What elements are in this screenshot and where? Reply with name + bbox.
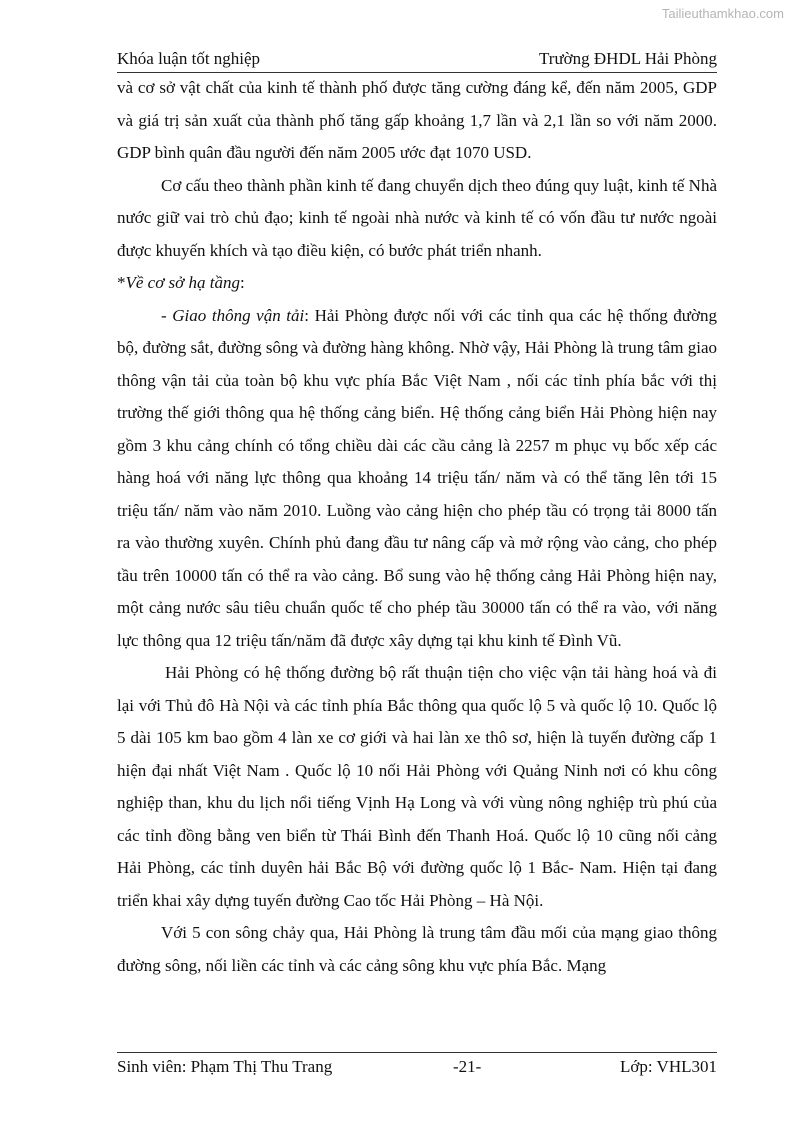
paragraph-3 bbox=[117, 300, 717, 658]
paragraph-3-prefix: - bbox=[161, 305, 173, 325]
footer-page-number: -21- bbox=[453, 1057, 482, 1076]
paragraph-2: Cơ cấu theo thành phần kinh tế đang chuyển dịch theo đúng quy luật, kinh tế Nhà nước giữ vai trò chủ đạo; kinh tế ngoài nhà nước và kinh tế có vốn đầu tư nước ngoài được khuyến khích và tạo điều kiện, có bước phát triển nhanh. bbox=[117, 175, 717, 260]
section-suffix: : bbox=[239, 273, 245, 292]
section-title: Về cơ sở hạ tầng bbox=[125, 273, 240, 292]
paragraph-3-body: : Hải Phòng được nối với các tỉnh qua các hệ thống đường bộ, đường sắt, đường sông và đường hàng không. Nhờ vậy, Hải Phòng là trung tâm giao thông vận tải của toàn bộ khu vực phía Bắc Việt Nam , nối các tỉnh phía bắc với thị trường thế giới thông qua hệ thống cảng biển. Hệ thống cảng biển Hải Phòng hiện nay gồm 3 khu cảng chính có tổng chiều dài các cầu cảng là 2257 m phục vụ bốc xếp các hàng hoá với năng lực thông qua khoảng 14 triệu tấn/ năm và có thể tăng lên tới 15 triệu tấn/ năm vào năm 2010. Luồng vào cảng hiện cho phép tầu có trọng tải 8000 tấn ra vào thường xuyên. Chính phủ đang đầu tư nâng cấp và mở rộng vào cảng, cho phép tầu trên 10000 tấn có thể ra vào cảng. Bổ sung vào hệ thống cảng Hải Phòng hiện nay, một cảng nước sâu tiêu chuẩn quốc tế cho phép tầu 30000 tấn có thể ra vào, với năng lực thông qua 12 triệu tấn/năm đã được xây dựng tại khu kinh tế Đình Vũ. bbox=[117, 305, 717, 650]
footer-class: Lớp: VHL301 bbox=[620, 1057, 717, 1076]
page-header bbox=[117, 48, 717, 73]
paragraph-4: Hải Phòng có hệ thống đường bộ rất thuận tiện cho việc vận tải hàng hoá và đi lại với Thủ đô Hà Nội và các tỉnh phía Bắc thông qua quốc lộ 5 và quốc lộ 10. Quốc lộ 5 dài 105 km bao gồm 4 làn xe cơ giới và hai làn xe thô sơ, hiện là tuyến đường cấp 1 hiện đại nhất Việt Nam . Quốc lộ 10 nối Hải Phòng với Quảng Ninh nơi có khu công nghiệp than, khu du lịch nổi tiếng Vịnh Hạ Long và với vùng nông nghiệp trù phú của các tỉnh đồng bằng ven biển từ Thái Bình đến Thanh Hoá. Quốc lộ 10 cũng nối cảng Hải Phòng, các tỉnh duyên hải Bắc Bộ với đường quốc lộ 1 Bắc- Nam. Hiện tại đang triển khai xây dựng tuyến đường Cao tốc Hải Phòng – Hà Nội. bbox=[117, 663, 717, 910]
page-footer bbox=[117, 1052, 717, 1079]
section-heading bbox=[117, 267, 717, 300]
paragraph-3-title: Giao thông vận tải bbox=[172, 305, 305, 325]
page-body bbox=[117, 72, 717, 982]
paragraph-1: và cơ sở vật chất của kinh tế thành phố được tăng cường đáng kể, đến năm 2005, GDP và giá trị sản xuất của thành phố tăng gấp khoảng 1,7 lần và 2,1 lần so với năm 2000. GDP bình quân đầu người đến năm 2005 ước đạt 1070 USD. bbox=[117, 78, 717, 162]
paragraph-5: Với 5 con sông chảy qua, Hải Phòng là trung tâm đầu mối của mạng giao thông đường sông, nối liền các tỉnh và các cảng sông khu vực phía Bắc. Mạng bbox=[117, 923, 717, 975]
footer-student: Sinh viên: Phạm Thị Thu Trang bbox=[117, 1057, 333, 1076]
watermark: Tailieuthamkhao.com bbox=[661, 6, 784, 21]
section-prefix: * bbox=[117, 273, 126, 292]
header-right: Trường ĐHDL Hải Phòng bbox=[539, 49, 717, 68]
header-left: Khóa luận tốt nghiệp bbox=[117, 49, 261, 68]
